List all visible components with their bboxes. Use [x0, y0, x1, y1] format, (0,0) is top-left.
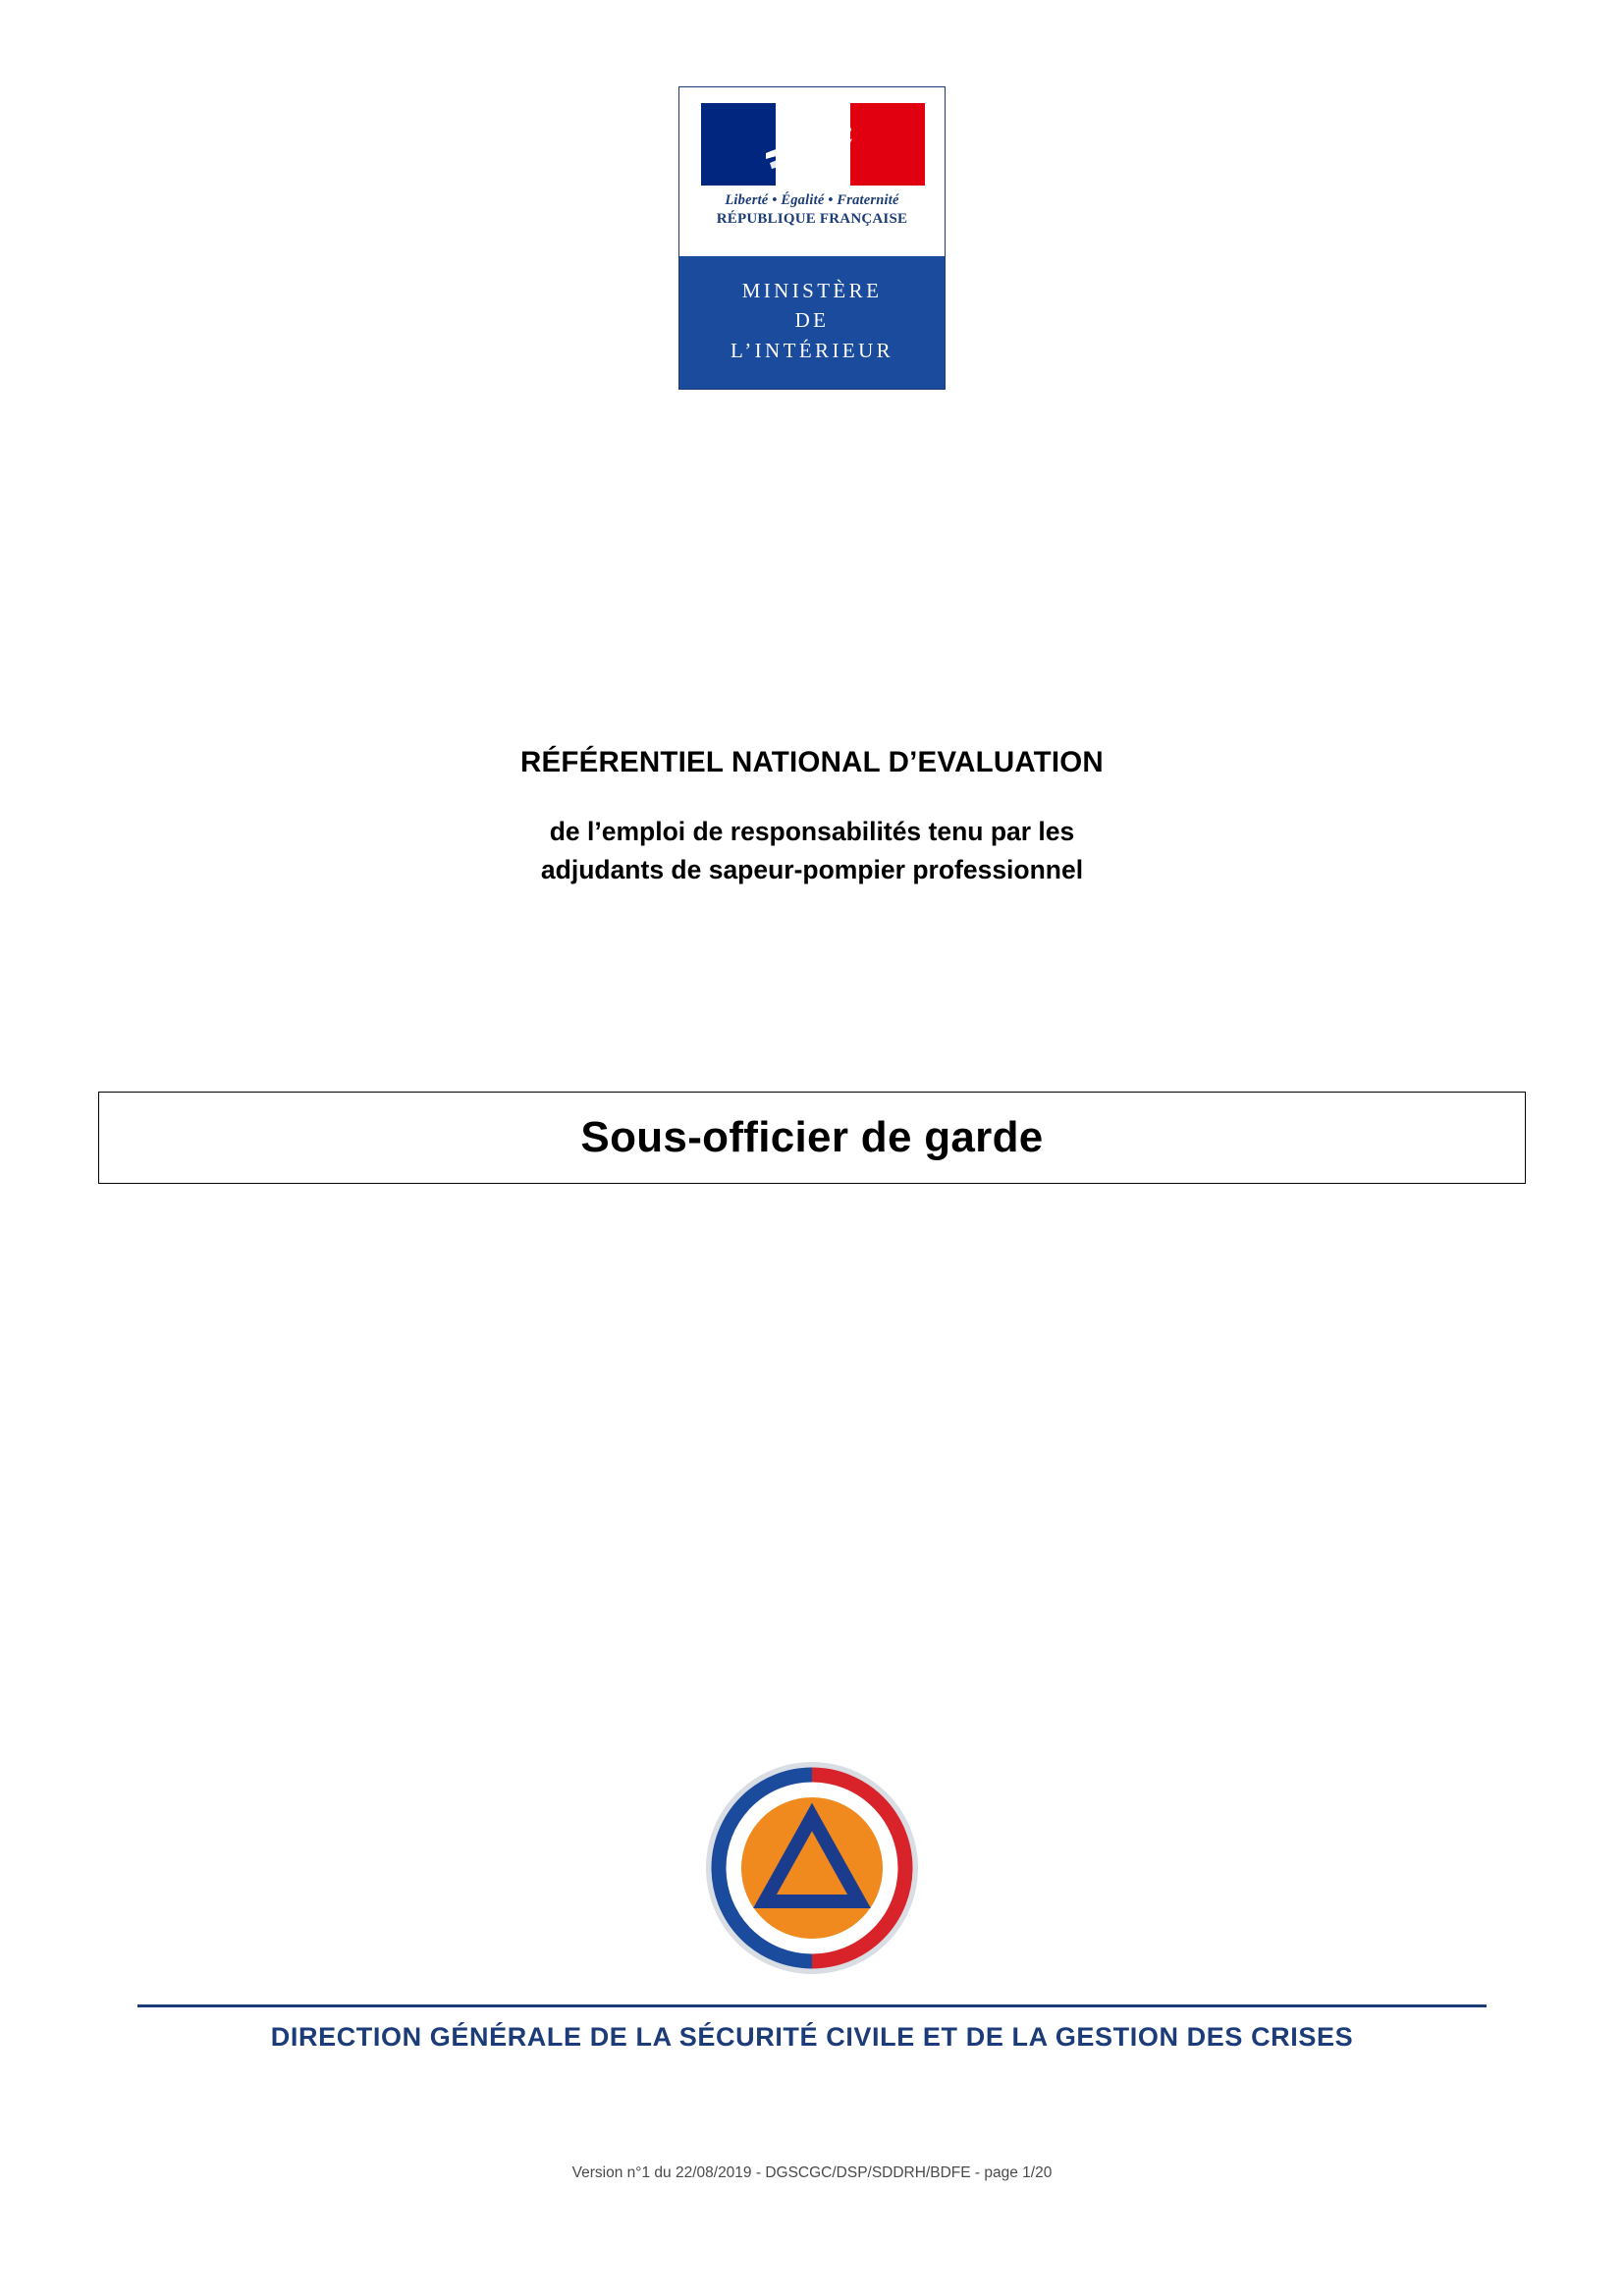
republic-text: RÉPUBLIQUE FRANÇAISE: [716, 211, 908, 227]
page-title: RÉFÉRENTIEL NATIONAL D’EVALUATION: [520, 746, 1104, 778]
subtitle-line-2: adjudants de sapeur-pompier professionnel: [540, 855, 1084, 885]
ministry-logo: [678, 86, 946, 390]
marianne-icon: [754, 108, 872, 181]
french-flag-block: [679, 87, 945, 256]
subtitle-line-1: de l’emploi de responsabilités tenu par les: [549, 817, 1075, 846]
organisation-name: DIRECTION GÉNÉRALE DE LA SÉCURITÉ CIVILE ET DE LA GESTION DES CRISES: [270, 2022, 1354, 2052]
ministry-line-3: L’INTÉRIEUR: [730, 338, 894, 362]
job-title-box: [98, 1092, 1526, 1184]
title-area: [0, 746, 1624, 889]
job-title: Sous-officier de garde: [580, 1113, 1044, 1161]
devise-text: Liberté • Égalité • Fraternité: [725, 192, 899, 208]
securite-civile-emblem-icon: [706, 1762, 918, 1974]
ministry-line-1: MINISTÈRE: [741, 279, 883, 302]
organisation-divider: [137, 2004, 1487, 2007]
french-flag-icon: [701, 103, 925, 186]
version-footer: Version n°1 du 22/08/2019 - DGSCGC/DSP/SDDRH/BDFE - page 1/20: [571, 2164, 1053, 2181]
ministry-line-2: DE: [794, 308, 830, 333]
ministry-band: [679, 256, 945, 389]
